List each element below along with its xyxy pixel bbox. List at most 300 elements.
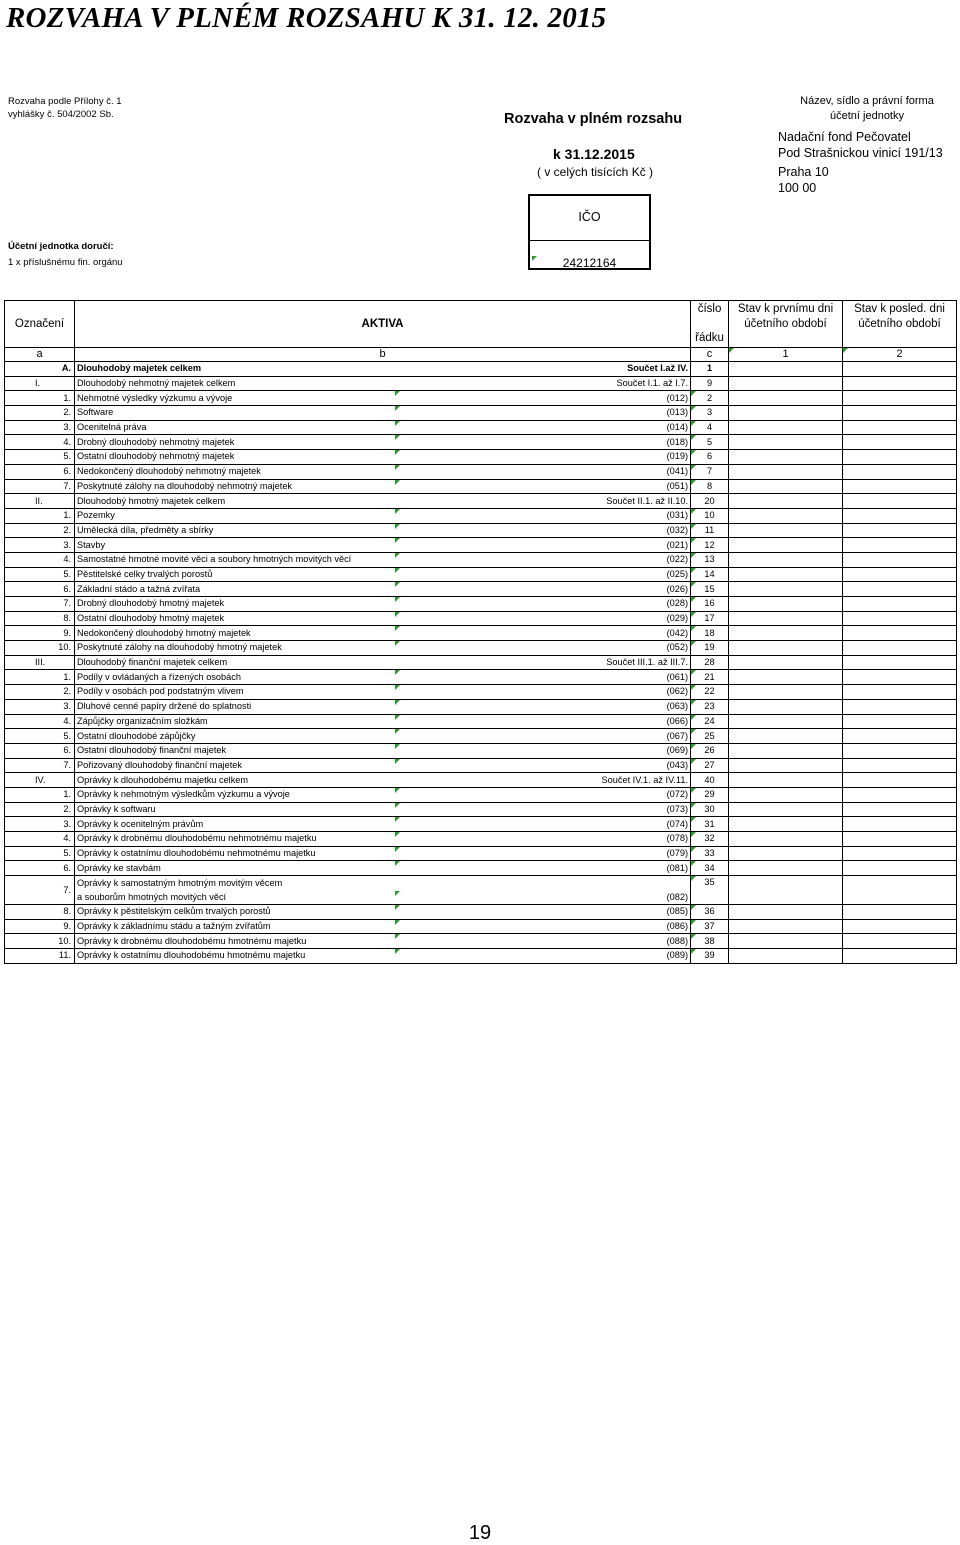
row-value-last xyxy=(843,714,957,729)
row-label-b-text: Software xyxy=(77,407,114,418)
org-street: Pod Strašnickou vinicí 191/13 xyxy=(778,146,943,160)
row-label-a-text: 7. xyxy=(63,884,71,895)
cell-marker-icon xyxy=(691,759,696,764)
row-account-text: (081) xyxy=(666,862,689,873)
cell-marker-icon xyxy=(691,876,696,881)
row-number xyxy=(691,876,729,905)
row-account-text: Součet IV.1. až IV.11. xyxy=(601,774,689,785)
cell-marker-icon xyxy=(395,920,400,925)
row-label-b xyxy=(75,729,395,744)
cell-marker-icon xyxy=(395,847,400,852)
table-row xyxy=(5,655,957,670)
row-label-b xyxy=(75,552,395,567)
row-account-text: (088) xyxy=(666,935,689,946)
cell-marker-icon xyxy=(691,700,696,705)
table-row xyxy=(5,597,957,612)
row-account xyxy=(395,626,691,641)
row-value-first xyxy=(729,758,843,773)
row-number-text: 24 xyxy=(704,715,715,726)
cell-marker-icon xyxy=(843,348,848,353)
row-label-a xyxy=(5,655,75,670)
row-label-a-text: 5. xyxy=(63,568,71,579)
header-stav-last-l1: Stav k posled. dni xyxy=(854,303,945,315)
cell-marker-icon xyxy=(395,744,400,749)
row-number-text: 38 xyxy=(704,935,715,946)
row-account xyxy=(395,391,691,406)
row-account-text: (085) xyxy=(666,906,689,917)
row-label-a xyxy=(5,876,75,905)
row-number xyxy=(691,406,729,421)
cell-marker-icon xyxy=(691,788,696,793)
cell-marker-icon xyxy=(395,788,400,793)
row-label-a xyxy=(5,861,75,876)
table-subheader-row xyxy=(5,348,957,362)
row-account xyxy=(395,567,691,582)
row-value-first xyxy=(729,832,843,847)
row-value-last xyxy=(843,846,957,861)
row-number xyxy=(691,699,729,714)
row-value-last xyxy=(843,905,957,920)
row-number-text: 1 xyxy=(706,363,713,374)
row-account xyxy=(395,670,691,685)
row-label-b-text: Oprávky k ostatnímu dlouhodobému hmotnému majetku xyxy=(77,950,306,961)
row-label-b-text: Nedokončený dlouhodobý nehmotný majetek xyxy=(77,466,261,477)
row-label-b-text: Ostatní dlouhodobý finanční majetek xyxy=(77,745,227,756)
cell-marker-icon xyxy=(691,612,696,617)
row-label-a-text: I. xyxy=(35,378,41,389)
row-value-first xyxy=(729,611,843,626)
row-number-text: 13 xyxy=(704,554,715,565)
row-label-b-text: Oprávky k nehmotným výsledkům výzkumu a vývoje xyxy=(77,789,290,800)
cell-marker-icon xyxy=(395,465,400,470)
cell-marker-icon xyxy=(395,391,400,396)
row-value-last xyxy=(843,758,957,773)
table-row xyxy=(5,464,957,479)
row-account-text: (026) xyxy=(666,583,689,594)
cell-marker-icon xyxy=(395,817,400,822)
row-label-b xyxy=(75,597,395,612)
row-label-b xyxy=(75,758,395,773)
row-label-b xyxy=(75,655,395,670)
row-account xyxy=(395,464,691,479)
row-number xyxy=(691,597,729,612)
ico-value: 24212164 xyxy=(562,256,617,270)
row-account xyxy=(395,846,691,861)
table-row xyxy=(5,641,957,656)
row-label-b xyxy=(75,494,395,509)
table-row xyxy=(5,376,957,391)
row-account xyxy=(395,714,691,729)
row-account-text: (019) xyxy=(666,451,689,462)
row-label-a-text: 1. xyxy=(63,671,71,682)
row-number xyxy=(691,802,729,817)
row-number-text: 9 xyxy=(706,378,713,389)
cell-marker-icon xyxy=(395,949,400,954)
table-row xyxy=(5,861,957,876)
row-number xyxy=(691,508,729,523)
cell-marker-icon xyxy=(691,949,696,954)
row-number xyxy=(691,435,729,450)
row-label-a-text: 2. xyxy=(63,686,71,697)
row-value-last xyxy=(843,494,957,509)
row-label-a xyxy=(5,817,75,832)
row-value-last xyxy=(843,773,957,788)
row-number-text: 6 xyxy=(706,451,713,462)
row-value-first xyxy=(729,919,843,934)
row-account-text: (082) xyxy=(666,892,689,903)
cell-marker-icon xyxy=(691,553,696,558)
row-label-a-text: 3. xyxy=(63,539,71,550)
row-label-a xyxy=(5,406,75,421)
row-label-a xyxy=(5,538,75,553)
org-zip: 100 00 xyxy=(778,181,817,195)
row-label-b-text: Oprávky k ostatnímu dlouhodobému nehmotnému majetku xyxy=(77,848,316,859)
row-account xyxy=(395,787,691,802)
row-label-a-text: 2. xyxy=(63,803,71,814)
row-value-last xyxy=(843,479,957,494)
row-account xyxy=(395,552,691,567)
cell-marker-icon xyxy=(691,832,696,837)
cell-marker-icon xyxy=(691,626,696,631)
row-account xyxy=(395,406,691,421)
row-label-a xyxy=(5,626,75,641)
table-row xyxy=(5,508,957,523)
table-row xyxy=(5,494,957,509)
row-account-text: (031) xyxy=(666,510,689,521)
statement-title: Rozvaha v plném rozsahu xyxy=(504,111,683,127)
row-value-last xyxy=(843,861,957,876)
header-aktiva: AKTIVA xyxy=(75,301,691,348)
row-number xyxy=(691,655,729,670)
row-label-b xyxy=(75,406,395,421)
table-row xyxy=(5,362,957,377)
row-label-b-text: Pěstitelské celky trvalých porostů xyxy=(77,568,213,579)
row-label-a-text: 6. xyxy=(63,583,71,594)
row-label-b xyxy=(75,685,395,700)
row-number xyxy=(691,523,729,538)
row-label-b-text: Pozemky xyxy=(77,510,115,521)
row-account-text: (029) xyxy=(666,613,689,624)
header-radku: řádku xyxy=(695,332,724,344)
row-label-b xyxy=(75,876,395,905)
row-number xyxy=(691,919,729,934)
row-account xyxy=(395,582,691,597)
row-label-a-text: 5. xyxy=(63,451,71,462)
row-account-text: (043) xyxy=(666,759,689,770)
row-account-text: (073) xyxy=(666,803,689,814)
row-label-b xyxy=(75,508,395,523)
row-value-first xyxy=(729,787,843,802)
table-row xyxy=(5,538,957,553)
row-number xyxy=(691,729,729,744)
row-account xyxy=(395,435,691,450)
row-label-a xyxy=(5,582,75,597)
row-number xyxy=(691,479,729,494)
row-label-b-text: Ostatní dlouhodobý hmotný majetek xyxy=(77,613,225,624)
cell-marker-icon xyxy=(395,509,400,514)
row-value-first xyxy=(729,464,843,479)
row-account xyxy=(395,861,691,876)
balance-sheet-table xyxy=(4,300,957,964)
row-value-last xyxy=(843,641,957,656)
row-label-a xyxy=(5,714,75,729)
row-value-first xyxy=(729,861,843,876)
row-value-last xyxy=(843,699,957,714)
row-value-last xyxy=(843,597,957,612)
row-label-a xyxy=(5,597,75,612)
row-label-b xyxy=(75,435,395,450)
header-stav-first-l1: Stav k prvnímu dni xyxy=(737,303,834,315)
table-row xyxy=(5,626,957,641)
row-value-first xyxy=(729,450,843,465)
header-cislo: číslo xyxy=(697,303,722,315)
row-account-text: (042) xyxy=(666,627,689,638)
row-account-text: (074) xyxy=(666,818,689,829)
row-value-last xyxy=(843,817,957,832)
cell-marker-icon xyxy=(691,568,696,573)
row-value-first xyxy=(729,934,843,949)
row-number-text: 21 xyxy=(704,671,715,682)
cell-marker-icon xyxy=(395,450,400,455)
row-label-b-text: Nedokončený dlouhodobý hmotný majetek xyxy=(77,627,251,638)
row-label-b-text: Zápůjčky organizačním složkám xyxy=(77,715,208,726)
table-row xyxy=(5,552,957,567)
row-value-first xyxy=(729,876,843,905)
row-value-last xyxy=(843,919,957,934)
cell-marker-icon xyxy=(691,934,696,939)
row-label-b xyxy=(75,714,395,729)
row-number xyxy=(691,670,729,685)
cell-marker-icon xyxy=(691,715,696,720)
row-value-first xyxy=(729,523,843,538)
cell-marker-icon xyxy=(395,934,400,939)
row-label-a xyxy=(5,508,75,523)
row-number xyxy=(691,743,729,758)
row-label-b xyxy=(75,773,395,788)
row-account xyxy=(395,523,691,538)
row-account-text: (041) xyxy=(666,466,689,477)
entity-label-line1: Název, sídlo a právní forma xyxy=(800,95,934,107)
row-account-text: (012) xyxy=(666,392,689,403)
row-label-b-text: Dlouhodobý nehmotný majetek celkem xyxy=(77,378,236,389)
row-number xyxy=(691,464,729,479)
row-value-last xyxy=(843,685,957,700)
row-value-first xyxy=(729,729,843,744)
row-label-b-text: Umělecká díla, předměty a sbírky xyxy=(77,524,214,535)
table-row xyxy=(5,714,957,729)
cell-marker-icon xyxy=(395,670,400,675)
row-value-first xyxy=(729,391,843,406)
subheader-1-text: 1 xyxy=(782,348,789,360)
subheader-b: b xyxy=(75,348,691,362)
row-account xyxy=(395,817,691,832)
row-value-first xyxy=(729,699,843,714)
row-number xyxy=(691,582,729,597)
cell-marker-icon xyxy=(691,817,696,822)
row-label-b xyxy=(75,523,395,538)
ico-box xyxy=(528,194,651,270)
row-account-text: Součet I.až IV. xyxy=(627,363,689,374)
row-label-a xyxy=(5,743,75,758)
row-label-a-text: 6. xyxy=(63,862,71,873)
row-number xyxy=(691,714,729,729)
table-row xyxy=(5,787,957,802)
cell-marker-icon xyxy=(691,435,696,440)
row-label-b xyxy=(75,699,395,714)
row-number-text: 8 xyxy=(706,480,713,491)
row-number-text: 27 xyxy=(704,759,715,770)
row-label-a-text: 5. xyxy=(63,730,71,741)
org-city: Praha 10 xyxy=(778,165,829,179)
row-label-b-text: Ocenitelná práva xyxy=(77,422,147,433)
row-label-a xyxy=(5,391,75,406)
row-number-text: 5 xyxy=(706,436,713,447)
row-label-b-text: Oprávky k softwaru xyxy=(77,803,156,814)
cell-marker-icon xyxy=(691,450,696,455)
row-label-b xyxy=(75,362,395,377)
row-label-b-text: Podíly v osobách pod podstatným vlivem xyxy=(77,686,244,697)
row-account xyxy=(395,773,691,788)
row-label-a-text: 10. xyxy=(58,642,71,653)
row-number-text: 37 xyxy=(704,921,715,932)
row-label-a-text: 1. xyxy=(63,392,71,403)
ico-label: IČO xyxy=(578,210,601,224)
header-stav-first xyxy=(729,301,843,348)
row-value-first xyxy=(729,655,843,670)
table-row xyxy=(5,729,957,744)
row-number xyxy=(691,846,729,861)
cell-marker-icon xyxy=(691,538,696,543)
row-label-a xyxy=(5,420,75,435)
row-label-b xyxy=(75,611,395,626)
row-number-text: 36 xyxy=(704,906,715,917)
cell-marker-icon xyxy=(395,861,400,866)
statement-date: k 31.12.2015 xyxy=(553,146,635,162)
legal-basis-line1: Rozvaha podle Přílohy č. 1 xyxy=(8,96,122,107)
row-value-last xyxy=(843,670,957,685)
row-account-text: (069) xyxy=(666,745,689,756)
row-value-last xyxy=(843,450,957,465)
row-label-b-line2: a souborům hmotných movitých věcí xyxy=(77,892,227,903)
row-label-a xyxy=(5,523,75,538)
cell-marker-icon xyxy=(395,597,400,602)
row-number-text: 10 xyxy=(704,510,715,521)
row-number-text: 32 xyxy=(704,833,715,844)
cell-marker-icon xyxy=(691,421,696,426)
cell-marker-icon xyxy=(691,597,696,602)
row-value-last xyxy=(843,406,957,421)
row-label-b-text: Oprávky k pěstitelským celkům trvalých porostů xyxy=(77,906,271,917)
row-label-b-text: Nehmotné výsledky výzkumu a vývoje xyxy=(77,392,233,403)
cell-marker-icon xyxy=(395,538,400,543)
row-label-b xyxy=(75,538,395,553)
row-value-first xyxy=(729,846,843,861)
row-label-a-text: 4. xyxy=(63,436,71,447)
row-account xyxy=(395,611,691,626)
row-account-text: (014) xyxy=(666,422,689,433)
row-number-text: 40 xyxy=(704,774,715,785)
row-account xyxy=(395,420,691,435)
row-account-text: (022) xyxy=(666,554,689,565)
row-value-first xyxy=(729,641,843,656)
row-label-b xyxy=(75,934,395,949)
row-account-text: (025) xyxy=(666,568,689,579)
row-label-a-text: 4. xyxy=(63,715,71,726)
row-number xyxy=(691,567,729,582)
row-label-a xyxy=(5,435,75,450)
row-number xyxy=(691,934,729,949)
row-account xyxy=(395,362,691,377)
row-number-text: 12 xyxy=(704,539,715,550)
row-value-first xyxy=(729,567,843,582)
row-value-first xyxy=(729,626,843,641)
row-account-text: (079) xyxy=(666,848,689,859)
row-label-a xyxy=(5,802,75,817)
row-label-a xyxy=(5,919,75,934)
row-label-a-text: 2. xyxy=(63,524,71,535)
table-row xyxy=(5,450,957,465)
row-value-first xyxy=(729,802,843,817)
row-label-a xyxy=(5,758,75,773)
cell-marker-icon xyxy=(729,348,734,353)
row-value-last xyxy=(843,655,957,670)
subheader-c: c xyxy=(691,348,729,362)
row-label-a xyxy=(5,905,75,920)
row-label-b-text: Ostatní dlouhodobý nehmotný majetek xyxy=(77,451,235,462)
row-number xyxy=(691,362,729,377)
row-account xyxy=(395,743,691,758)
row-number xyxy=(691,538,729,553)
cell-marker-icon xyxy=(691,905,696,910)
cell-marker-icon xyxy=(395,568,400,573)
cell-marker-icon xyxy=(691,861,696,866)
row-label-a-text: 7. xyxy=(63,480,71,491)
row-number-text: 22 xyxy=(704,686,715,697)
cell-marker-icon xyxy=(395,641,400,646)
header-stav-first-l2: účetního období xyxy=(744,318,827,330)
row-label-b-text: Poskytnuté zálohy na dlouhodobý nehmotný majetek xyxy=(77,480,293,491)
row-value-first xyxy=(729,743,843,758)
row-value-last xyxy=(843,464,957,479)
row-label-b-text: Dlouhodobý majetek celkem xyxy=(77,363,202,374)
cell-marker-icon xyxy=(395,480,400,485)
row-account xyxy=(395,802,691,817)
row-value-last xyxy=(843,420,957,435)
header-stav-last xyxy=(843,301,957,348)
row-number xyxy=(691,611,729,626)
row-account xyxy=(395,905,691,920)
cell-marker-icon xyxy=(691,391,696,396)
row-number-text: 11 xyxy=(704,524,715,535)
row-account xyxy=(395,699,691,714)
cell-marker-icon xyxy=(691,729,696,734)
row-number-text: 33 xyxy=(704,848,715,859)
row-account xyxy=(395,949,691,964)
cell-marker-icon xyxy=(691,406,696,411)
row-account-text: (067) xyxy=(666,730,689,741)
row-number xyxy=(691,817,729,832)
row-account-text: (078) xyxy=(666,833,689,844)
row-label-b xyxy=(75,641,395,656)
row-label-a xyxy=(5,729,75,744)
row-label-b-text: Oprávky k základnímu stádu a tažným zvířatům xyxy=(77,921,271,932)
cell-marker-icon xyxy=(395,700,400,705)
row-label-b-text: Drobný dlouhodobý nehmotný majetek xyxy=(77,436,235,447)
table-row xyxy=(5,685,957,700)
row-value-first xyxy=(729,552,843,567)
row-label-a xyxy=(5,699,75,714)
row-label-b-text: Stavby xyxy=(77,539,106,550)
